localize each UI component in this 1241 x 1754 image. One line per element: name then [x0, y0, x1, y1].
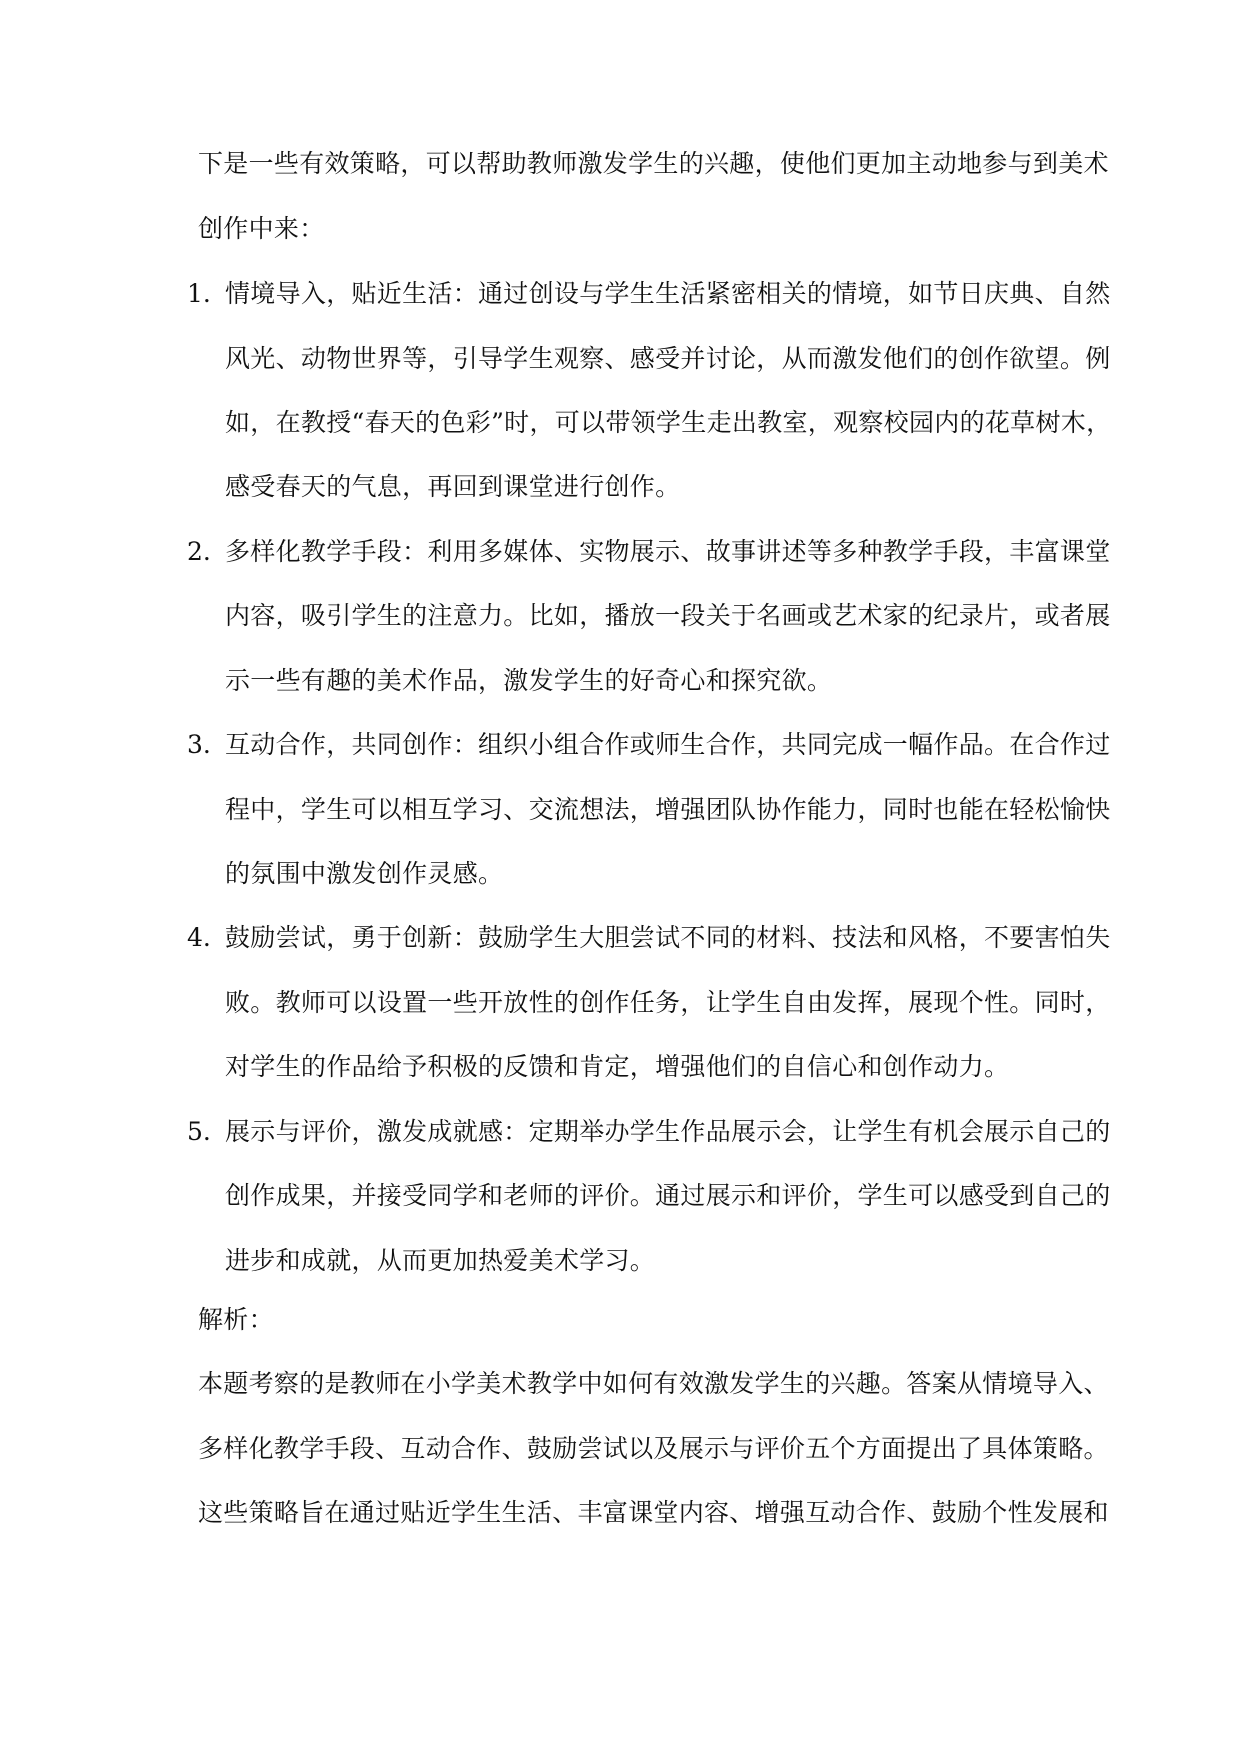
analysis-heading: 解析： — [198, 1305, 274, 1334]
list-item-number: 1. — [187, 279, 211, 308]
list-item-line: 互动合作，共同创作：组织小组合作或师生合作，共同完成一幅作品。在合作过 — [225, 730, 1111, 759]
list-item-number: 3. — [187, 730, 211, 759]
list-item-line: 内容，吸引学生的注意力。比如，播放一段关于名画或艺术家的纪录片，或者展 — [225, 601, 1111, 630]
analysis-line: 本题考察的是教师在小学美术教学中如何有效激发学生的兴趣。答案从情境导入、 — [198, 1369, 1109, 1398]
list-item-line: 示一些有趣的美术作品，激发学生的好奇心和探究欲。 — [225, 666, 833, 695]
list-item-line: 对学生的作品给予积极的反馈和肯定，增强他们的自信心和创作动力。 — [225, 1052, 1010, 1081]
list-item-line: 程中，学生可以相互学习、交流想法，增强团队协作能力，同时也能在轻松愉快 — [225, 795, 1111, 824]
list-item-line: 展示与评价，激发成就感：定期举办学生作品展示会，让学生有机会展示自己的 — [225, 1117, 1111, 1146]
list-item-line: 败。教师可以设置一些开放性的创作任务，让学生自由发挥，展现个性。同时， — [225, 988, 1111, 1017]
intro-line: 下是一些有效策略，可以帮助教师激发学生的兴趣，使他们更加主动地参与到美术 — [198, 149, 1109, 178]
list-item-line: 感受春天的气息，再回到课堂进行创作。 — [225, 472, 681, 501]
list-item-number: 5. — [187, 1117, 211, 1146]
list-item-line: 的氛围中激发创作灵感。 — [225, 859, 504, 888]
list-item-line: 鼓励尝试，勇于创新：鼓励学生大胆尝试不同的材料、技法和风格，不要害怕失 — [225, 923, 1111, 952]
list-item-line: 风光、动物世界等，引导学生观察、感受并讨论，从而激发他们的创作欲望。例 — [225, 344, 1111, 373]
intro-line: 创作中来： — [198, 214, 325, 243]
list-item-line: 进步和成就，从而更加热爱美术学习。 — [225, 1246, 656, 1275]
list-item-line: 情境导入，贴近生活：通过创设与学生生活紧密相关的情境，如节日庆典、自然 — [225, 279, 1111, 308]
list-item-line: 多样化教学手段：利用多媒体、实物展示、故事讲述等多种教学手段，丰富课堂 — [225, 537, 1111, 566]
analysis-line: 这些策略旨在通过贴近学生生活、丰富课堂内容、增强互动合作、鼓励个性发展和 — [198, 1498, 1109, 1527]
list-item-number: 2. — [187, 537, 211, 566]
list-item-line: 如，在教授“春天的色彩”时，可以带领学生走出教室，观察校园内的花草树木， — [225, 408, 1112, 437]
list-item-number: 4. — [187, 923, 211, 952]
analysis-line: 多样化教学手段、互动合作、鼓励尝试以及展示与评价五个方面提出了具体策略。 — [198, 1434, 1109, 1463]
list-item-line: 创作成果，并接受同学和老师的评价。通过展示和评价，学生可以感受到自己的 — [225, 1181, 1111, 1210]
